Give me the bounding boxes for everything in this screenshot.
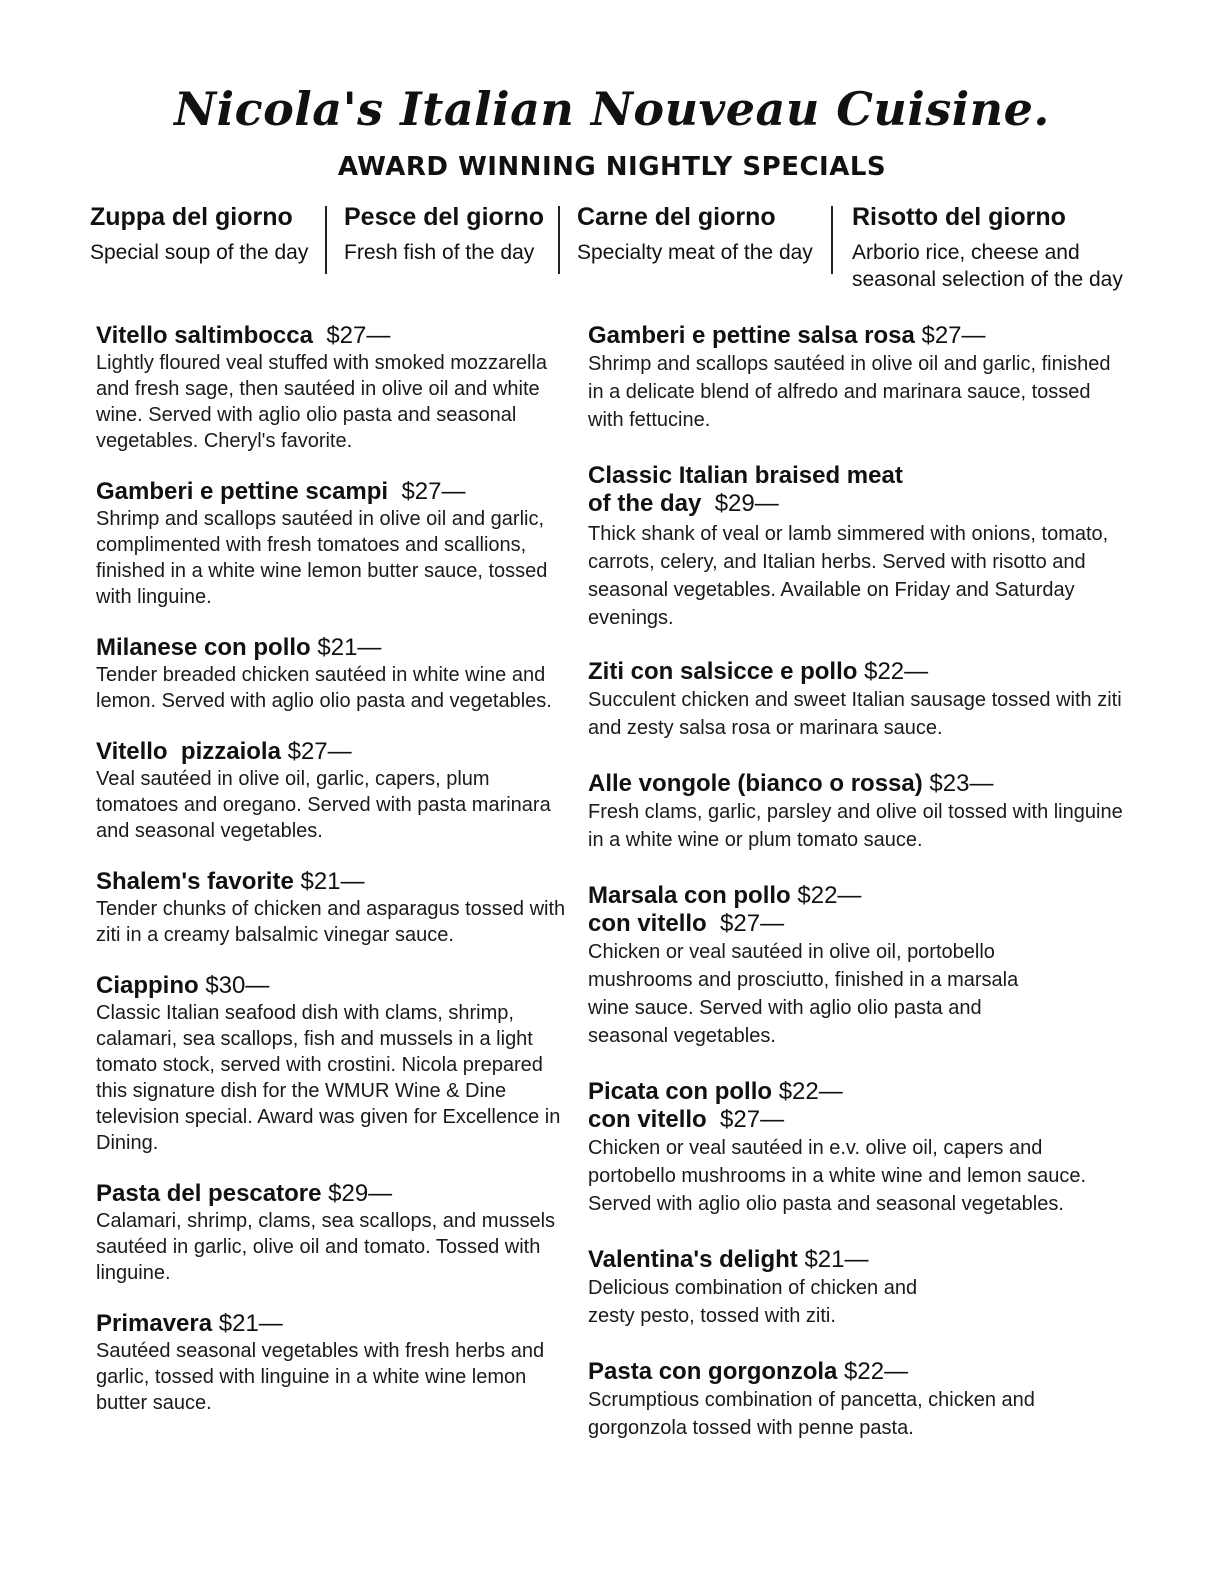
dish-name: Classic Italian braised meat of the day [588,462,903,517]
special-name: Pesce del giorno [344,203,545,231]
dish-desc: Calamari, shrimp, clams, sea scallops, and mussels sautéed in garlic, olive oil and tomato. Tossed with linguine. [96,1210,556,1284]
dish-name: Pasta con gorgonzola [588,1358,838,1385]
menu-item [588,1078,1124,1218]
menu-item [96,1180,566,1286]
dish-price-alt: $27— [720,910,785,937]
menu-item [588,462,908,518]
menu-item [588,1358,1124,1442]
special-zuppa [90,202,320,266]
menu-item [96,738,566,844]
divider [558,206,560,274]
dish-desc: Scrumptious combination of pancetta, chicken and gorgonzola tossed with penne pasta. [588,1389,1035,1439]
dish-price: $27— [326,322,391,349]
dish-name: Alle vongole (bianco o rossa) [588,770,923,797]
dish-price: $27— [287,738,352,765]
special-carne [577,202,832,266]
dish-name-alt: con vitello [588,910,707,937]
dish-desc: Sautéed seasonal vegetables with fresh herbs and garlic, tossed with linguine in a white wine lemon butter sauce. [96,1340,545,1414]
menu-item [96,1310,566,1416]
dish-desc: Classic Italian seafood dish with clams, shrimp, calamari, sea scallops, fish and mussels in a light tomato stock, served with crostini. Nicola prepared this signature dish for the WMUR Wine & Dine television special. Award was given for Excellence in Dining. [96,1002,561,1154]
dish-name: Gamberi e pettine scampi [96,478,389,505]
dish-name: Ziti con salsicce e pollo [588,658,858,685]
dish-name: Vitello saltimbocca [96,322,313,349]
daily-specials-bar [90,202,1140,302]
dish-price-alt: $27— [720,1106,785,1133]
special-name: Carne del giorno [577,203,776,231]
dish-desc: Fresh clams, garlic, parsley and olive oil tossed with linguine in a white wine or plum tomato sauce. [588,801,1123,851]
menu-item [96,322,566,454]
dish-desc: Tender chunks of chicken and asparagus tossed with ziti in a creamy balsalmic vinegar sauce. [96,898,566,946]
special-desc: Arborio rice, cheese and seasonal selection of the day [852,241,1123,291]
menu-item [588,770,1124,854]
special-name: Risotto del giorno [852,203,1066,231]
dish-price: $30— [205,972,270,999]
restaurant-title: Nicola's Italian Nouveau Cuisine. [174,82,1050,136]
menu-item [96,868,566,948]
dish-price: $27— [921,322,986,349]
menu-item [96,972,566,1156]
dish-price: $21— [300,868,365,895]
dish-name: Shalem's favorite [96,868,294,895]
menu-item-desc-wrap [588,520,1124,632]
dish-name: Milanese con pollo [96,634,311,661]
dish-desc: Shrimp and scallops sautéed in olive oil and garlic, complimented with fresh tomatoes and scallions, finished in a white wine lemon butter sauce, tossed with linguine. [96,508,548,608]
dish-desc: Chicken or veal sautéed in olive oil, portobello mushrooms and prosciutto, finished in a marsala wine sauce. Served with aglio olio pasta and seasonal vegetables. [588,941,1019,1047]
dish-name: Gamberi e pettine salsa rosa [588,322,915,349]
dish-price: $21— [804,1246,869,1273]
dish-price: $22— [778,1078,843,1105]
dish-name: Valentina's delight [588,1246,798,1273]
dish-desc: Succulent chicken and sweet Italian sausage tossed with ziti and zesty salsa rosa or marinara sauce. [588,689,1122,739]
dish-name: Vitello pizzaiola [96,738,281,765]
menu-item [588,658,1124,742]
dish-name: Picata con pollo [588,1078,773,1105]
dish-desc: Delicious combination of chicken and zesty pesto, tossed with ziti. [588,1277,918,1327]
dish-price: $22— [797,882,862,909]
dish-price: $29— [714,490,779,517]
menu-item [588,882,1058,1050]
dish-desc: Veal sautéed in olive oil, garlic, capers, plum tomatoes and oregano. Served with pasta marinara and seasonal vegetables. [96,768,551,842]
menu-item [588,1246,968,1330]
special-desc: Special soup of the day [90,241,309,264]
menu-item [588,322,1124,434]
menu-item [96,478,566,610]
special-pesce [344,202,559,266]
dish-price: $27— [401,478,466,505]
dish-desc: Tender breaded chicken sautéed in white wine and lemon. Served with aglio olio pasta and vegetables. [96,664,552,712]
dish-desc: Chicken or veal sautéed in e.v. olive oil, capers and portobello mushrooms in a white wine and lemon sauce. Served with aglio olio pasta and seasonal vegetables. [588,1137,1087,1215]
special-risotto [852,202,1142,293]
dish-price: $21— [317,634,382,661]
dish-desc: Lightly floured veal stuffed with smoked mozzarella and fresh sage, then sautéed in olive oil and white wine. Served with aglio olio pasta and seasonal vegetables. Cheryl's favorite. [96,352,547,452]
dish-price: $22— [844,1358,909,1385]
dish-price: $29— [328,1180,393,1207]
dish-name: Pasta del pescatore [96,1180,322,1207]
special-desc: Specialty meat of the day [577,241,813,264]
dish-price: $21— [218,1310,283,1337]
dish-name: Ciappino [96,972,199,999]
special-name: Zuppa del giorno [90,203,293,231]
dish-name-alt: con vitello [588,1106,707,1133]
page-subtitle: AWARD WINNING NIGHTLY SPECIALS [337,152,887,182]
dish-desc: Shrimp and scallops sautéed in olive oil and garlic, finished in a delicate blend of alfredo and marinara sauce, tossed with fettucine. [588,353,1111,431]
menu-item [96,634,566,714]
dish-price: $22— [864,658,929,685]
dish-name: Primavera [96,1310,213,1337]
divider [831,206,833,274]
divider [325,206,327,274]
dish-desc: Thick shank of veal or lamb simmered with onions, tomato, carrots, celery, and Italian herbs. Served with risotto and seasonal vegetables. Available on Friday and Saturday evenings. [588,523,1109,629]
dish-name: Marsala con pollo [588,882,791,909]
special-desc: Fresh fish of the day [344,241,535,264]
dish-price: $23— [929,770,994,797]
